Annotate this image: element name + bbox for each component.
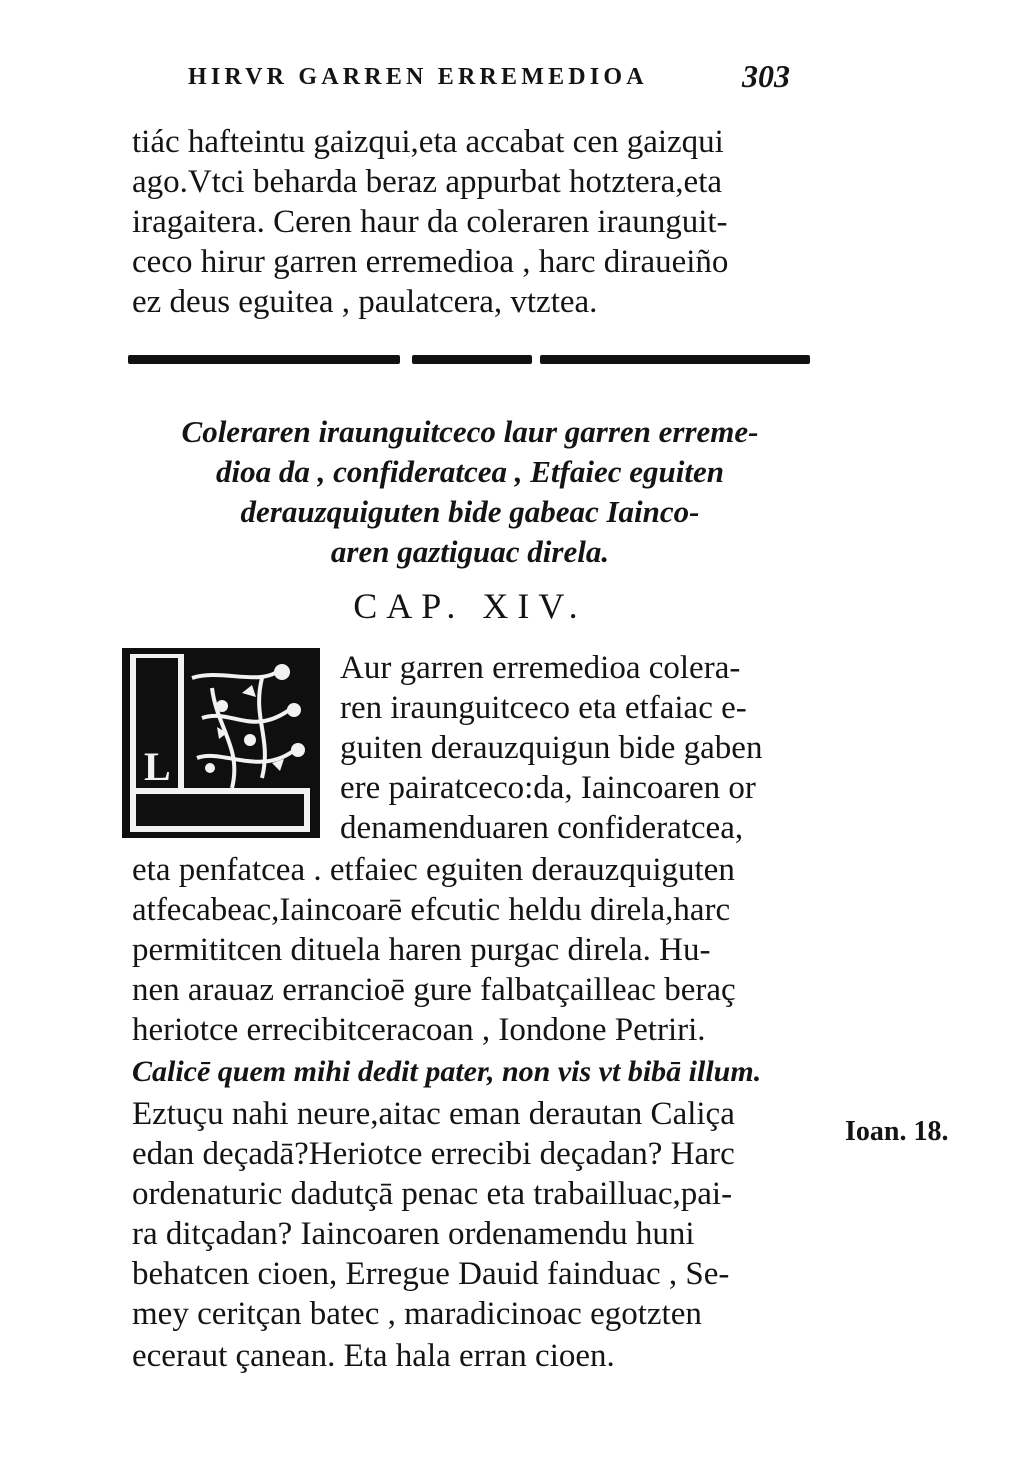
text-line: behatcen cioen, Erregue Dauid fainduac , Se- [132,1256,730,1292]
text-line: Aur garren erremedioa colera- [340,650,741,686]
chapter-heading: CAP. XIV. [353,586,587,626]
text-line: eta penfatcea . etfaiec eguiten derauzquiguten [132,852,735,888]
text-line: mey ceritçan batec , maradicinoac egotzten [132,1296,702,1332]
text-line: nen arauaz errancioē gure falbatçailleac beraç [132,972,736,1008]
text-line: atfecabeac,Iaincoarē efcutic heldu direla,harc [132,892,731,928]
rule-segment [540,355,810,364]
summary-line: derauzquiguten bide gabeac Iainco- [240,494,700,529]
text-line: guiten derauzquigun bide gaben [340,730,763,766]
page-number: 303 [742,58,790,94]
summary-line: aren gaztiguac direla. [330,534,610,569]
text-line: ez deus eguitea , paulatcera, vtztea. [132,284,598,320]
text-line: ordenaturic dadutçā penac eta trabailluac,pai- [132,1176,733,1212]
text-line: denamenduaren confideratcea, [340,810,744,846]
rule-segment [128,355,400,364]
running-title: HIRVR GARREN ERREMEDIOA [188,64,648,90]
text-line: heriotce errecibitceracoan , Iondone Petriri. [132,1012,706,1048]
summary-line: Coleraren iraunguitceco laur garren erreme- [181,414,759,449]
page-header [188,58,828,102]
text-line: Eztuçu nahi neure,aitac eman derautan Caliça [132,1096,735,1132]
text-line: ceco hirur garren erremedioa , harc diraueiño [132,244,729,280]
text-line: ere pairatceco:da, Iaincoaren or [340,770,756,806]
text-line: edan deçadā?Heriotce errecibi deçadan? Harc [132,1136,735,1172]
text-line: eceraut çanean. Eta hala erran cioen. [132,1338,615,1374]
latin-quote: Calicē quem mihi dedit pater, non vis vt bibā illum. [132,1055,762,1088]
text-line: iragaitera. Ceren haur da coleraren iraunguit- [132,204,728,240]
floral-initial-icon [122,648,320,838]
svg-text:L: L [144,744,171,789]
decorated-initial [122,648,320,838]
text-line: permititcen dituela haren purgac direla. Hu- [132,932,711,968]
text-line: tiác hafteintu gaizqui,eta accabat cen gaizqui [132,124,724,160]
text-line: ren iraunguitceco eta etfaiac e- [340,690,747,726]
text-line: ra ditçadan? Iaincoaren ordenamendu huni [132,1216,695,1252]
rule-segment [412,355,532,364]
text-line: ago.Vtci beharda beraz appurbat hotztera,eta [132,164,723,200]
marginal-note: Ioan. 18. [845,1116,949,1147]
summary-line: dioa da , confideratcea , Etfaiec eguiten [216,454,724,489]
